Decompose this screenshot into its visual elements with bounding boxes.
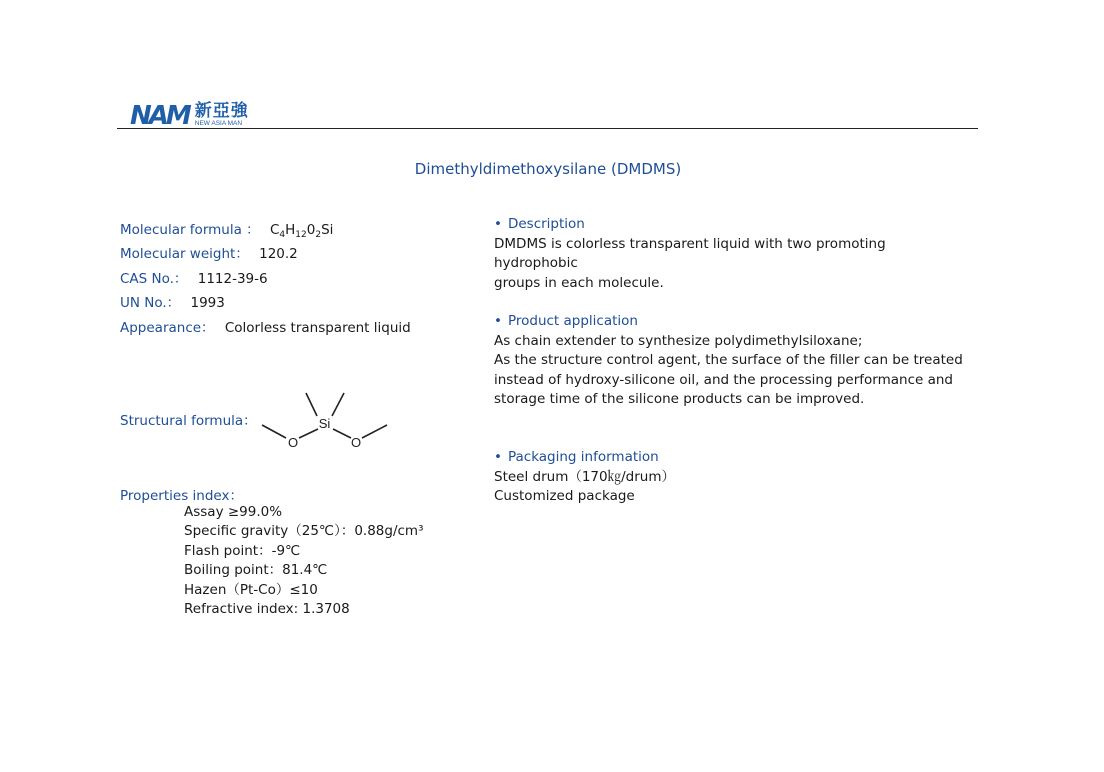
packaging-line: Steel drum（170㎏/drum） <box>494 468 675 485</box>
un-label: UN No.： <box>120 295 181 311</box>
property-specific-gravity: Specific gravity（25℃）：0.88g/cm³ <box>184 523 424 540</box>
atom-o-right: O <box>350 435 362 450</box>
property-hazen: Hazen（Pt-Co）≤10 <box>184 581 318 598</box>
page-title: Dimethyldimethoxysilane (DMDMS) <box>414 160 682 178</box>
bullet-icon: • <box>494 449 502 465</box>
property-flash-point: Flash point：-9℃ <box>184 542 301 559</box>
property-assay: Assay ≥99.0% <box>184 504 283 520</box>
bond-si-methyl-1 <box>306 393 317 416</box>
description-title: • Description <box>494 216 585 232</box>
molecular-formula-label: Molecular formula ： <box>120 222 260 238</box>
appearance-value: Colorless transparent liquid <box>224 320 411 336</box>
molecular-weight-label: Molecular weight： <box>120 246 249 262</box>
atom-o-left: O <box>287 435 299 450</box>
application-title: • Product application <box>494 313 638 329</box>
bond-si-methyl-2 <box>332 393 344 416</box>
description-line: groups in each molecule. <box>494 274 664 291</box>
appearance-label: Appearance： <box>120 320 215 336</box>
bond-si-o-right <box>333 429 351 438</box>
appearance-row <box>120 316 411 336</box>
bond-si-o-left <box>299 429 318 438</box>
logo-mark: NAM <box>130 101 189 131</box>
molecular-weight-value: 120.2 <box>259 246 298 262</box>
packaging-title: • Packaging information <box>494 449 659 465</box>
properties-list <box>184 503 424 619</box>
application-section <box>494 312 964 410</box>
bullet-icon: • <box>494 216 502 232</box>
application-line: instead of hydroxy-silicone oil, and the processing performance and <box>494 371 953 388</box>
property-refractive-index: Refractive index: 1.3708 <box>184 601 350 618</box>
bond-o-methyl-right <box>362 425 387 438</box>
logo-chinese-name: 新亞強 <box>194 101 249 121</box>
description-line: DMDMS is colorless transparent liquid with two promoting hydrophobic <box>494 235 886 271</box>
application-line: As chain extender to synthesize polydimethylsiloxane; <box>494 332 863 349</box>
logo-text-block <box>195 102 253 128</box>
molecular-formula-row <box>120 218 333 240</box>
un-value: 1993 <box>190 295 225 311</box>
cas-label: CAS No.： <box>120 271 188 287</box>
property-boiling-point: Boiling point：81.4℃ <box>184 562 328 579</box>
cas-value: 1112-39-6 <box>197 271 268 287</box>
description-section <box>494 215 964 293</box>
cas-row <box>120 267 268 287</box>
logo-english-name: NEW ASIA MAN <box>194 120 243 127</box>
application-line: As the structure control agent, the surface of the filler can be treated <box>494 352 963 368</box>
bond-o-methyl-left <box>262 425 286 438</box>
structural-formula-label: Structural formula： <box>120 413 257 429</box>
molecular-formula-value: $C_4H_{12}0_2Si$ <box>269 222 334 240</box>
structural-formula-diagram <box>255 385 395 455</box>
un-row <box>120 291 225 311</box>
header-divider <box>117 128 978 129</box>
atom-si: Si <box>318 416 331 431</box>
packaging-line: Customized package <box>494 488 635 504</box>
bullet-icon: • <box>494 313 502 329</box>
company-logo <box>130 100 253 131</box>
packaging-section <box>494 448 964 507</box>
application-line: storage time of the silicone products can be improved. <box>494 391 865 407</box>
properties-title: Properties index： <box>120 488 243 504</box>
molecular-weight-row <box>120 242 298 262</box>
